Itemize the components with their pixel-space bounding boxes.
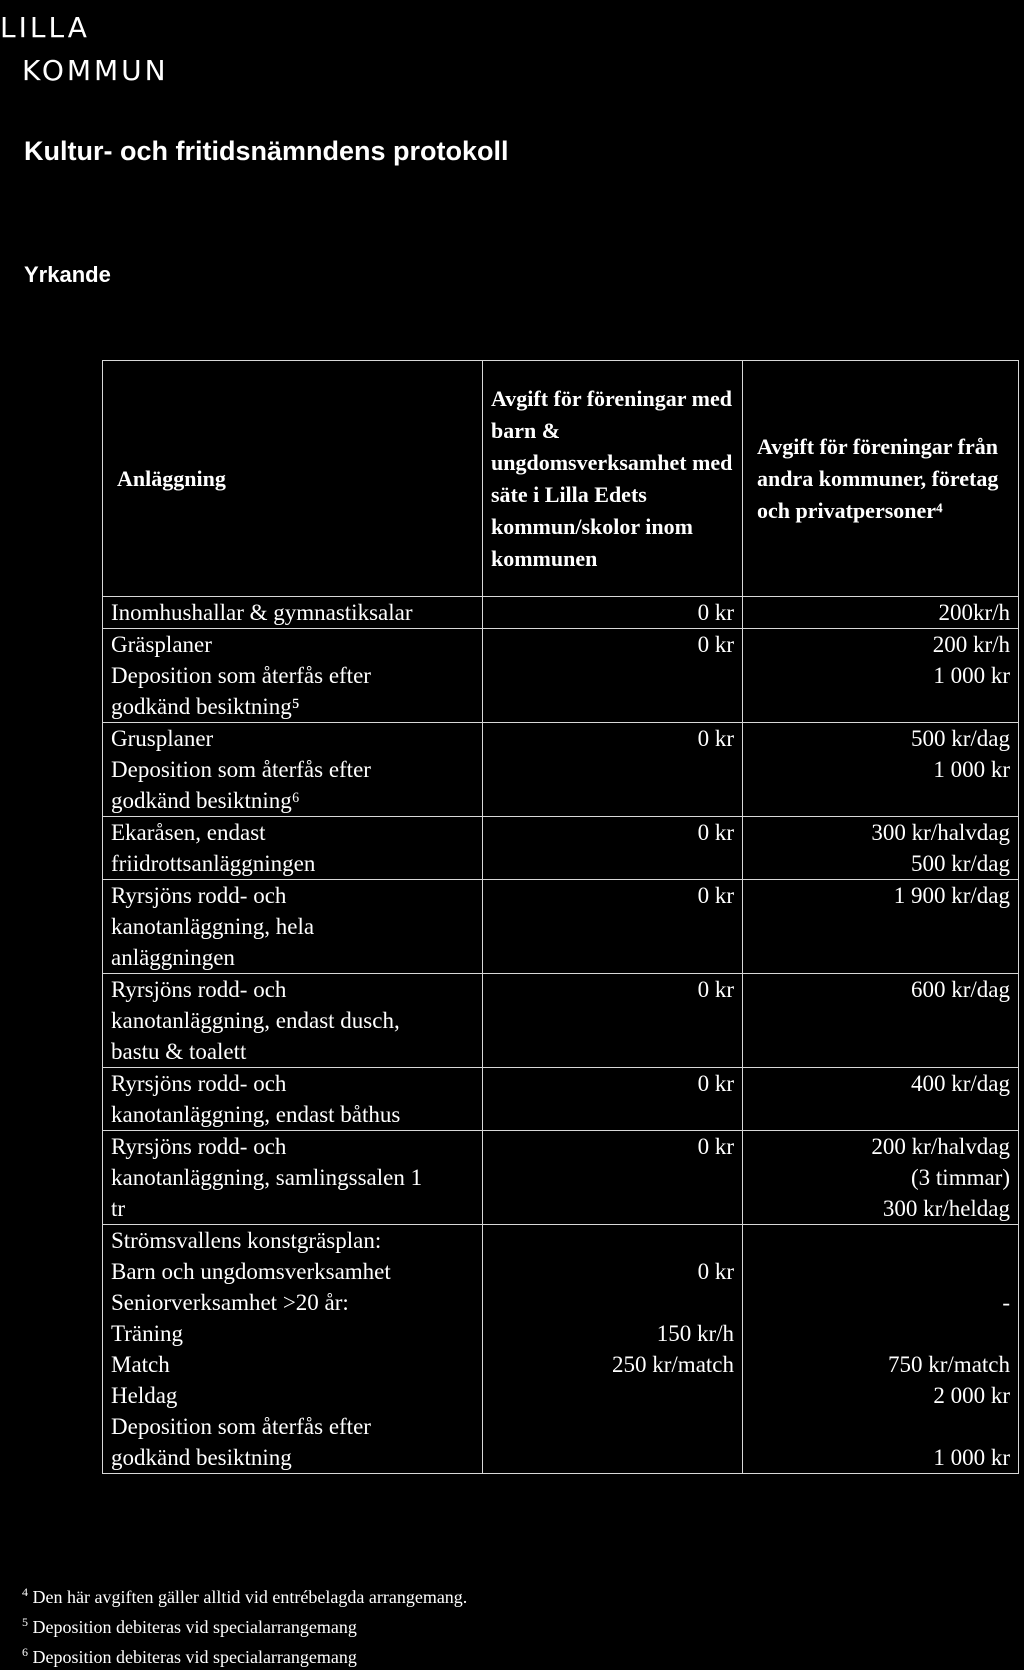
- cell-line: 0 kr: [697, 820, 734, 845]
- cell-line: anläggningen: [111, 945, 235, 970]
- cell-line: 200 kr/halvdag: [871, 1134, 1010, 1159]
- cell-line: Deposition som återfås efter: [111, 1414, 371, 1439]
- cell-line: [491, 1287, 734, 1318]
- table-header-row: [103, 361, 1019, 597]
- cell-line: Ryrsjöns rodd- och: [111, 977, 287, 1002]
- cell-line: 150 kr/h: [656, 1321, 734, 1346]
- external-fee-cell: [743, 1225, 1019, 1474]
- footnote-5: $^5$ Deposition debiteras vid specialarrangemang: [22, 1615, 357, 1637]
- cell-line: godkänd besiktning: [111, 1445, 292, 1470]
- cell-line: Barn och ungdomsverksamhet: [111, 1259, 391, 1284]
- cell-line: kanotanläggning, endast dusch,: [111, 1008, 400, 1033]
- footnote-6: $^6$ Deposition debiteras vid specialarrangemang: [22, 1645, 357, 1667]
- facility-cell: [103, 974, 483, 1068]
- local-fee-cell: [483, 1225, 743, 1474]
- external-fee-cell: [743, 1068, 1019, 1131]
- cell-line: 0 kr: [697, 883, 734, 908]
- cell-line: [491, 1380, 734, 1411]
- table-row: [103, 597, 1019, 629]
- cell-line: [751, 1225, 1010, 1256]
- cell-line: Ryrsjöns rodd- och: [111, 883, 287, 908]
- cell-line: Grusplaner: [111, 726, 214, 751]
- table-row: [103, 817, 1019, 880]
- column-header-local-fee: Avgift för föreningar med barn & ungdomsverksamhet med säte i Lilla Edets kommun/skolor inom kommunen: [483, 361, 743, 597]
- cell-line: kanotanläggning, hela: [111, 914, 315, 939]
- cell-line: Träning: [111, 1321, 183, 1346]
- cell-line: 400 kr/dag: [910, 1071, 1010, 1096]
- cell-line: 1 000 kr: [933, 663, 1010, 688]
- cell-line: 300 kr/halvdag: [871, 820, 1010, 845]
- cell-line: 0 kr: [697, 1259, 734, 1284]
- cell-line: (3 timmar): [911, 1165, 1010, 1190]
- external-fee-cell: [743, 629, 1019, 723]
- cell-line: Deposition som återfås efter: [111, 663, 371, 688]
- table-row: [103, 723, 1019, 817]
- page-title: Kultur- och fritidsnämndens protokoll: [24, 136, 509, 166]
- facility-cell: [103, 1131, 483, 1225]
- cell-line: kanotanläggning, samlingssalen 1: [111, 1165, 423, 1190]
- cell-line: -: [1002, 1290, 1010, 1315]
- local-fee-cell: [483, 817, 743, 880]
- cell-line: 1 000 kr: [933, 1445, 1010, 1470]
- cell-line: Heldag: [111, 1383, 178, 1408]
- cell-line: [491, 1225, 734, 1256]
- local-fee-cell: [483, 974, 743, 1068]
- cell-line: 600 kr/dag: [910, 977, 1010, 1002]
- cell-line: 0 kr: [697, 1134, 734, 1159]
- cell-line: Match: [111, 1352, 170, 1377]
- cell-line: godkänd besiktning⁵: [111, 694, 300, 719]
- local-fee-cell: [483, 1068, 743, 1131]
- facility-cell: [103, 1068, 483, 1131]
- cell-line: [751, 1318, 1010, 1349]
- fee-table-body: [103, 597, 1019, 1474]
- facility-cell: [103, 817, 483, 880]
- cell-line: godkänd besiktning⁶: [111, 788, 300, 813]
- cell-line: 500 kr/dag: [910, 851, 1010, 876]
- external-fee-cell: [743, 974, 1019, 1068]
- local-fee-cell: [483, 1131, 743, 1225]
- cell-line: 200 kr/h: [932, 632, 1010, 657]
- cell-line: Inomhushallar & gymnastiksalar: [111, 600, 413, 625]
- cell-line: tr: [111, 1196, 126, 1221]
- cell-line: 0 kr: [697, 600, 734, 625]
- cell-line: Strömsvallens konstgräsplan:: [111, 1228, 382, 1253]
- table-row: [103, 974, 1019, 1068]
- external-fee-cell: [743, 880, 1019, 974]
- facility-cell: [103, 629, 483, 723]
- cell-line: Ryrsjöns rodd- och: [111, 1071, 287, 1096]
- cell-line: Deposition som återfås efter: [111, 757, 371, 782]
- section-heading: Yrkande: [24, 262, 111, 287]
- cell-line: friidrottsanläggningen: [111, 851, 316, 876]
- facility-cell: [103, 880, 483, 974]
- cell-line: 0 kr: [697, 1071, 734, 1096]
- cell-line: [491, 1442, 734, 1473]
- cell-line: 0 kr: [697, 977, 734, 1002]
- cell-line: Gräsplaner: [111, 632, 212, 657]
- cell-line: Ryrsjöns rodd- och: [111, 1134, 287, 1159]
- cell-line: 300 kr/heldag: [882, 1196, 1010, 1221]
- table-row: [103, 1131, 1019, 1225]
- local-fee-cell: [483, 723, 743, 817]
- external-fee-cell: [743, 817, 1019, 880]
- external-fee-cell: [743, 1131, 1019, 1225]
- cell-line: kanotanläggning, endast båthus: [111, 1102, 401, 1127]
- local-fee-cell: [483, 880, 743, 974]
- footnote-4: $^4$ Den här avgiften gäller alltid vid entrébelagda arrangemang.: [22, 1585, 468, 1607]
- facility-cell: [103, 1225, 483, 1474]
- cell-line: 2 000 kr: [933, 1383, 1010, 1408]
- cell-line: 200kr/h: [938, 600, 1010, 625]
- cell-line: 1 900 kr/dag: [893, 883, 1010, 908]
- cell-line: [751, 1411, 1010, 1442]
- logo-line-2: KOMMUN: [22, 54, 169, 87]
- external-fee-cell: [743, 597, 1019, 629]
- cell-line: 0 kr: [697, 632, 734, 657]
- table-row: [103, 1068, 1019, 1131]
- column-header-external-fee: Avgift för föreningar från andra kommuner, företag och privatpersoner⁴: [743, 361, 1019, 597]
- external-fee-cell: [743, 723, 1019, 817]
- footnotes: [22, 1580, 467, 1670]
- cell-line: [751, 1256, 1010, 1287]
- cell-line: 250 kr/match: [612, 1352, 734, 1377]
- local-fee-cell: [483, 597, 743, 629]
- table-row: [103, 880, 1019, 974]
- municipality-logo: [0, 6, 169, 92]
- facility-cell: [103, 597, 483, 629]
- cell-line: [491, 1411, 734, 1442]
- table-row-stromsvallen: [103, 1225, 1019, 1474]
- logo-line-1: LILLA: [0, 11, 90, 44]
- facility-cell: [103, 723, 483, 817]
- table-row: [103, 629, 1019, 723]
- local-fee-cell: [483, 629, 743, 723]
- cell-line: bastu & toalett: [111, 1039, 247, 1064]
- cell-line: 0 kr: [697, 726, 734, 751]
- cell-line: 750 kr/match: [888, 1352, 1010, 1377]
- column-header-facility: Anläggning: [103, 361, 483, 597]
- cell-line: Ekaråsen, endast: [111, 820, 266, 845]
- cell-line: 1 000 kr: [933, 757, 1010, 782]
- cell-line: 500 kr/dag: [910, 726, 1010, 751]
- cell-line: Seniorverksamhet >20 år:: [111, 1290, 349, 1315]
- fee-table: [102, 360, 1019, 1474]
